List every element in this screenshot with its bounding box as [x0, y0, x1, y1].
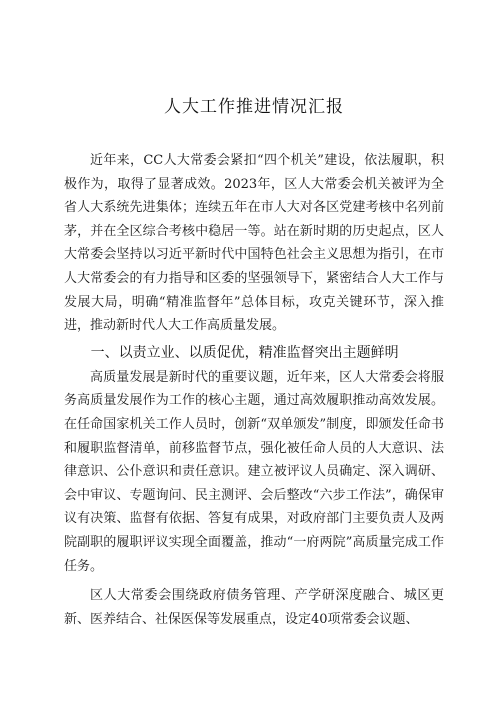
- section-heading-1: 一、以责立业、以质促优，精准监督突出主题鲜明: [90, 344, 399, 361]
- intro-paragraph: 近年来，CC人大常委会紧扣“四个机关”建设，依法履职，积极作为，取得了显著成效。2023年，区人大常委会机关被评为全省人大系统先进集体；连续五年在市人大对各区党建考核中名列前茅，并在全区综合考核中稳居一等。站在新时期的历史起点，区人大常委会坚持以习近平新时代中国特色社会主义思想为指引，在市人大常委会的有力指导和区委的坚强领导下，紧密结合人大工作与发展大局，明确“精准监督年”总体目标，攻克关键环节，深入推进，推动新时代人大工作高质量发展。: [64, 153, 444, 334]
- document-title: 人大工作推进情况汇报: [164, 97, 344, 117]
- section-1-paragraph-2: 区人大常委会围绕政府债务管理、产学研深度融合、城区更新、医养结合、社保医保等发展重点，设定40项常委会议题、: [64, 588, 444, 627]
- section-1-paragraph-1: 高质量发展是新时代的重要议题，近年来，区人大常委会将服务高质量发展作为工作的核心主题，通过高效履职推动高效发展。在任命国家机关工作人员时，创新“双单颁发”制度，即颁发任命书和履职监督清单，前移监督节点，强化被任命人员的人大意识、法律意识、公仆意识和责任意识。建立被评议人员确定、深入调研、会中审议、专题询问、民主测评、会后整改“六步工作法”，确保审议有决策、监督有依据、答复有成果，对政府部门主要负责人及两院副职的履职评议实现全面覆盖，推动“一府两院”高质量完成工作任务。: [64, 369, 444, 574]
